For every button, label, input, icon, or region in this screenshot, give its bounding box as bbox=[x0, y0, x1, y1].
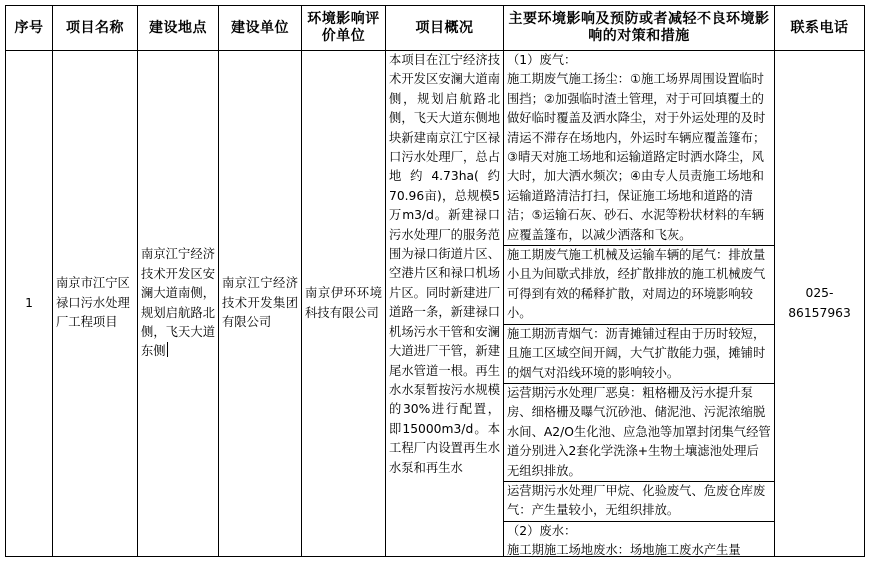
header-overview: 项目概况 bbox=[386, 6, 504, 51]
project-table bbox=[5, 5, 865, 557]
measure-block: （2）废水： 施工期施工场地废水：场地施工废水产生量 bbox=[507, 523, 741, 556]
header-num: 序号 bbox=[6, 6, 53, 51]
header-project-name: 项目名称 bbox=[53, 6, 138, 51]
cell-num: 1 bbox=[6, 51, 53, 557]
cell-eia-unit: 南京伊环环境科技有限公司 bbox=[302, 51, 386, 557]
cell-location-text: 南京江宁经济技术开发区安澜大道南侧，规划启航路北侧，飞天大道东侧 bbox=[141, 247, 215, 359]
cell-project-name: 南京市江宁区禄口污水处理厂工程项目 bbox=[53, 51, 138, 557]
header-eia-unit: 环境影响评价单位 bbox=[302, 6, 386, 51]
measure-block: 运营期污水处理厂恶臭：粗格栅及污水提升泵房、细格栅及曝气沉砂池、储泥池、污泥浓缩脱水间、A2/O生化池、应急池等加罩封闭集气经管道分别进入2套化学洗涤+生物土壤滤池处理后无组织排放。 bbox=[504, 384, 774, 482]
measure-block: （1）废气： 施工期废气施工扬尘：①施工场界周围设置临时围挡；②加强临时渣土管理，对于可回填覆土的做好临时覆盖及洒水降尘，对于外运处理的及时清运不滞存在场地内，外运时车辆应覆盖篷布；③晴天对施工场地和运输道路定时洒水降尘，风大时，加大洒水频次；④由专人员责施工场地和运输道路清洁打扫，保证施工场地和道路的清洁；⑤运输石灰、砂石、水泥等粉状材料的车辆应覆盖篷布，以减少洒落和飞灰。 bbox=[504, 51, 774, 246]
measure-block: 施工期废气施工机械及运输车辆的尾气：排放量小且为间歇式排放，经扩散排放的施工机械废气可得到有效的稀释扩散，对周边的环境影响较小。 bbox=[504, 246, 774, 325]
measures-list bbox=[504, 51, 774, 556]
header-measures: 主要环境影响及预防或者减轻不良环境影响的对策和措施 bbox=[504, 6, 775, 51]
cell-location bbox=[138, 51, 219, 557]
measure-block: 运营期污水处理厂甲烷、化验废气、危废仓库废气：产生量较小，无组织排放。 bbox=[504, 482, 774, 522]
cell-overview-text: 本项目在江宁经济技术开发区安澜大道南侧，规划启航路北侧，飞天大道东侧地块新建南京江宁区禄口污水处理厂，总占地约4.73ha(约70.96亩)，总规模5万m3/d。新建禄口污水处理厂的服务范围为禄口街道片区、空港片区和禄口机场片区。同时新建进厂道路一条，新建禄口机场污水干管和安澜大道进厂干管，新建尾水管道一根。再生水水泵暂按污水规模的30%进行配置，即15000m3/d。本工程厂内设置再生水水泵和再生水 bbox=[389, 53, 500, 475]
header-row bbox=[6, 6, 865, 51]
cell-builder: 南京江宁经济技术开发集团有限公司 bbox=[219, 51, 302, 557]
cell-overview bbox=[386, 51, 504, 557]
text-cursor bbox=[167, 342, 168, 357]
header-phone: 联系电话 bbox=[775, 6, 865, 51]
table-row bbox=[6, 51, 865, 557]
cell-phone: 025-86157963 bbox=[775, 51, 865, 557]
header-builder: 建设单位 bbox=[219, 6, 302, 51]
cell-measures bbox=[504, 51, 775, 557]
header-location: 建设地点 bbox=[138, 6, 219, 51]
measure-block: 施工期沥青烟气：沥青摊铺过程由于历时较短，且施工区域空间开阔，大气扩散能力强，摊铺时的烟气对沿线环境的影响较小。 bbox=[504, 325, 774, 384]
